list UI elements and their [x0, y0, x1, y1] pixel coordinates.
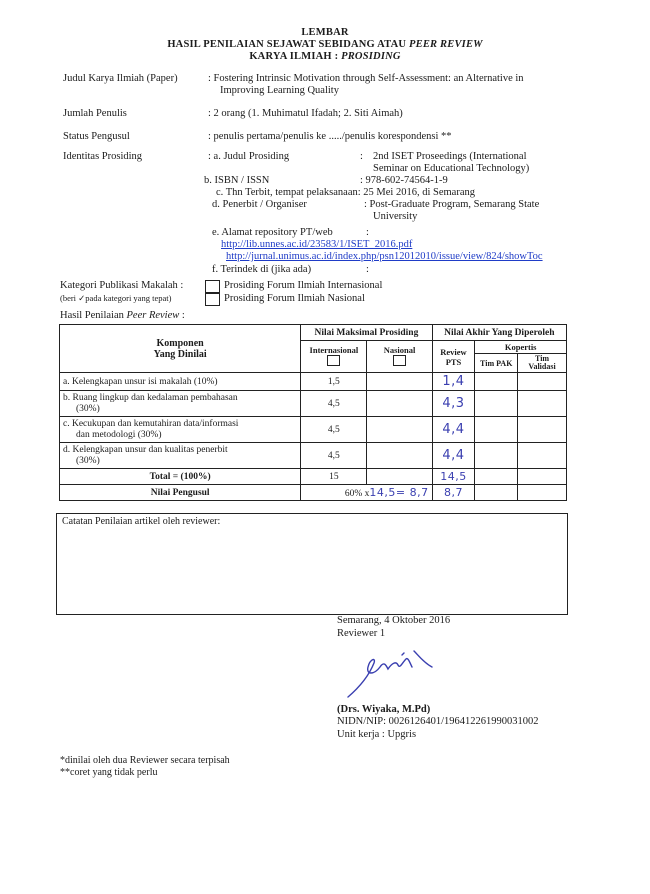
- reviewer-nidn: NIDN/NIP: 0026126401/196412261990031002: [337, 716, 539, 727]
- jumlah-label: Jumlah Penulis: [63, 108, 127, 119]
- row-c-timvalidasi: [518, 417, 567, 443]
- catatan-label: Catatan Penilaian artikel oleh reviewer:: [62, 516, 221, 527]
- total-label: Total = (100%): [60, 469, 301, 485]
- row-a-nasional: [367, 373, 432, 391]
- header-review-2: PTS: [445, 356, 462, 367]
- row-d-max: 4,5: [301, 443, 367, 469]
- table-row: [60, 373, 567, 391]
- header-internasional-text: Internasional: [309, 345, 359, 355]
- repository-label: e. Alamat repository PT/web: [212, 227, 333, 238]
- jumlah-value: : 2 orang (1. Muhimatul Ifadah; 2. Siti Aimah): [208, 108, 403, 119]
- kategori-label: Kategori Publikasi Makalah :: [60, 280, 184, 291]
- header-kopertis: Kopertis: [475, 341, 567, 354]
- penilaian-table: [59, 324, 567, 501]
- row-a-timpak: [475, 373, 518, 391]
- reviewer-role: Reviewer 1: [337, 628, 386, 639]
- judul-value-2: Improving Learning Quality: [220, 85, 339, 96]
- repository-url-2[interactable]: http://jurnal.unimus.ac.id/index.php/psn12012010/issue/view/824/showToc: [226, 251, 543, 262]
- repository-url-2-wrap: [226, 251, 543, 262]
- row-c-label: [60, 417, 301, 443]
- kategori-nasional-checkbox[interactable]: [205, 293, 220, 306]
- signature-icon: [340, 645, 450, 705]
- row-d-nasional: [367, 443, 432, 469]
- row-b-max: 4,5: [301, 391, 367, 417]
- nilai-formula-text: 60% x: [344, 489, 370, 499]
- total-timvalidasi: [518, 469, 567, 485]
- kategori-sub-label: (beri ✓pada kategori yang tepat): [60, 293, 172, 303]
- header-internasional: [301, 341, 367, 373]
- nilai-review: 8,7: [432, 485, 475, 501]
- isbn-label: b. ISBN / ISSN: [204, 175, 270, 186]
- hasil-label-suffix: :: [179, 310, 185, 321]
- repository-url-1[interactable]: http://lib.unnes.ac.id/23583/1/ISET_2016.pdf: [221, 239, 413, 250]
- header-nilai-maksimal: Nilai Maksimal Prosiding: [301, 325, 432, 341]
- hasil-label-italic: Peer Review: [126, 310, 180, 321]
- table-row: [60, 443, 567, 469]
- judul-label: Judul Karya Ilmiah (Paper): [63, 73, 178, 84]
- header-nilai-akhir: Nilai Akhir Yang Diperoleh: [432, 325, 566, 341]
- internasional-checkbox[interactable]: [327, 355, 340, 366]
- row-c-review: 4,4: [432, 417, 475, 443]
- header-komponen-1: Komponen: [156, 337, 204, 349]
- reviewer-name: (Drs. Wiyaka, M.Pd): [337, 704, 431, 715]
- judul-prosiding-colon: :: [360, 151, 363, 162]
- identitas-label: Identitas Prosiding: [63, 151, 143, 162]
- nilai-pengusul-label: Nilai Pengusul: [60, 485, 301, 501]
- terindek-label: f. Terindek di (jika ada): [212, 264, 312, 275]
- penerbit-value-2: University: [373, 211, 418, 222]
- hasil-penilaian-label: [60, 310, 185, 321]
- header-komponen: [60, 325, 301, 373]
- row-b-review: 4,3: [432, 391, 475, 417]
- terindek-colon: :: [366, 264, 369, 275]
- row-b-label-1: b. Ruang lingkup dan kedalaman pembahasan: [63, 392, 238, 403]
- header-line-2: [0, 39, 650, 50]
- nilai-timpak: [475, 485, 518, 501]
- repository-url-1-wrap: [221, 239, 412, 250]
- total-max: 15: [301, 469, 367, 485]
- header-nasional: [367, 341, 432, 373]
- judul-prosiding-value-1: 2nd ISET Proseedings (International: [373, 151, 527, 162]
- row-d-review: 4,4: [432, 443, 475, 469]
- row-d-label-1: d. Kelengkapan unsur dan kualitas penerbit: [63, 444, 228, 455]
- nilai-formula: [301, 485, 432, 501]
- row-d-label-2: (30%): [76, 455, 100, 466]
- row-c-label-2: dan metodologi (30%): [76, 429, 162, 440]
- row-a-label: [60, 373, 301, 391]
- row-c-timpak: [475, 417, 518, 443]
- row-c-label-1: c. Kecukupan dan kemutahiran data/informasi: [63, 418, 239, 429]
- nilai-timvalidasi: [518, 485, 567, 501]
- row-a-timvalidasi: [518, 373, 567, 391]
- row-b-timvalidasi: [518, 391, 567, 417]
- judul-prosiding-value-2: Seminar on Educational Technology): [373, 163, 530, 174]
- nilai-formula-handwritten: 14,5= 8,7: [369, 486, 429, 499]
- repository-colon: :: [366, 227, 369, 238]
- row-a-review: 1,4: [432, 373, 475, 391]
- table-row: [60, 417, 567, 443]
- header-review-1: Review: [440, 346, 467, 357]
- kategori-option-1: Prosiding Forum Ilmiah Internasional: [224, 280, 383, 291]
- table-row: [60, 391, 567, 417]
- table-row-nilai: [60, 485, 567, 501]
- header-tim-validasi-2: Validasi: [528, 362, 556, 371]
- header-nasional-text: Nasional: [383, 345, 416, 355]
- kategori-internasional-checkbox[interactable]: [205, 280, 220, 293]
- table-row-total: [60, 469, 567, 485]
- tahun-terbit: c. Thn Terbit, tempat pelaksanaan: 25 Mei 2016, di Semarang: [216, 187, 475, 198]
- total-nasional: [367, 469, 432, 485]
- nasional-checkbox[interactable]: [393, 355, 406, 366]
- header-line-1: LEMBAR: [301, 27, 349, 38]
- header-tim-validasi-1: Tim: [535, 354, 550, 363]
- row-b-nasional: [367, 391, 432, 417]
- penerbit-value-1: : Post-Graduate Program, Semarang State: [364, 199, 540, 210]
- place-date: Semarang, 4 Oktober 2016: [337, 615, 451, 626]
- footnote-2: **coret yang tidak perlu: [60, 767, 158, 778]
- header-line-2-italic: PEER REVIEW: [409, 39, 483, 50]
- penerbit-label: d. Penerbit / Organiser: [212, 199, 307, 210]
- hasil-label-text: Hasil Penilaian: [60, 310, 127, 321]
- judul-value-1: : Fostering Intrinsic Motivation through Self-Assessment: an Alternative in: [208, 73, 524, 84]
- status-value: : penulis pertama/penulis ke ...../penulis korespondensi **: [208, 131, 452, 142]
- row-d-label: [60, 443, 301, 469]
- header-tim-pak: Tim PAK: [475, 354, 518, 373]
- header-review-pts: [432, 341, 475, 373]
- header-line-3-text: KARYA ILMIAH :: [249, 51, 342, 62]
- judul-prosiding-label: : a. Judul Prosiding: [208, 151, 290, 162]
- row-c-max: 4,5: [301, 417, 367, 443]
- header-line-2-text: HASIL PENILAIAN SEJAWAT SEBIDANG ATAU: [167, 39, 409, 50]
- kategori-option-2: Prosiding Forum Ilmiah Nasional: [224, 293, 365, 304]
- row-d-timpak: [475, 443, 518, 469]
- row-d-timvalidasi: [518, 443, 567, 469]
- header-tim-validasi: [518, 354, 567, 373]
- header-komponen-2: Yang Dinilai: [153, 348, 207, 360]
- reviewer-unit: Unit kerja : Upgris: [337, 729, 417, 740]
- total-review: 14,5: [432, 469, 475, 485]
- header-line-3: [0, 51, 650, 62]
- status-label: Status Pengusul: [63, 131, 130, 142]
- row-a-label-1: a. Kelengkapan unsur isi makalah (10%): [63, 376, 218, 387]
- row-c-nasional: [367, 417, 432, 443]
- row-a-max: 1,5: [301, 373, 367, 391]
- header-line-3-italic: PROSIDING: [341, 51, 401, 62]
- row-b-label-2: (30%): [76, 403, 100, 414]
- isbn-value: : 978-602-74564-1-9: [360, 175, 448, 186]
- total-timpak: [475, 469, 518, 485]
- footnote-1: *dinilai oleh dua Reviewer secara terpisah: [60, 755, 230, 766]
- catatan-box[interactable]: [56, 513, 568, 615]
- row-b-timpak: [475, 391, 518, 417]
- row-b-label: [60, 391, 301, 417]
